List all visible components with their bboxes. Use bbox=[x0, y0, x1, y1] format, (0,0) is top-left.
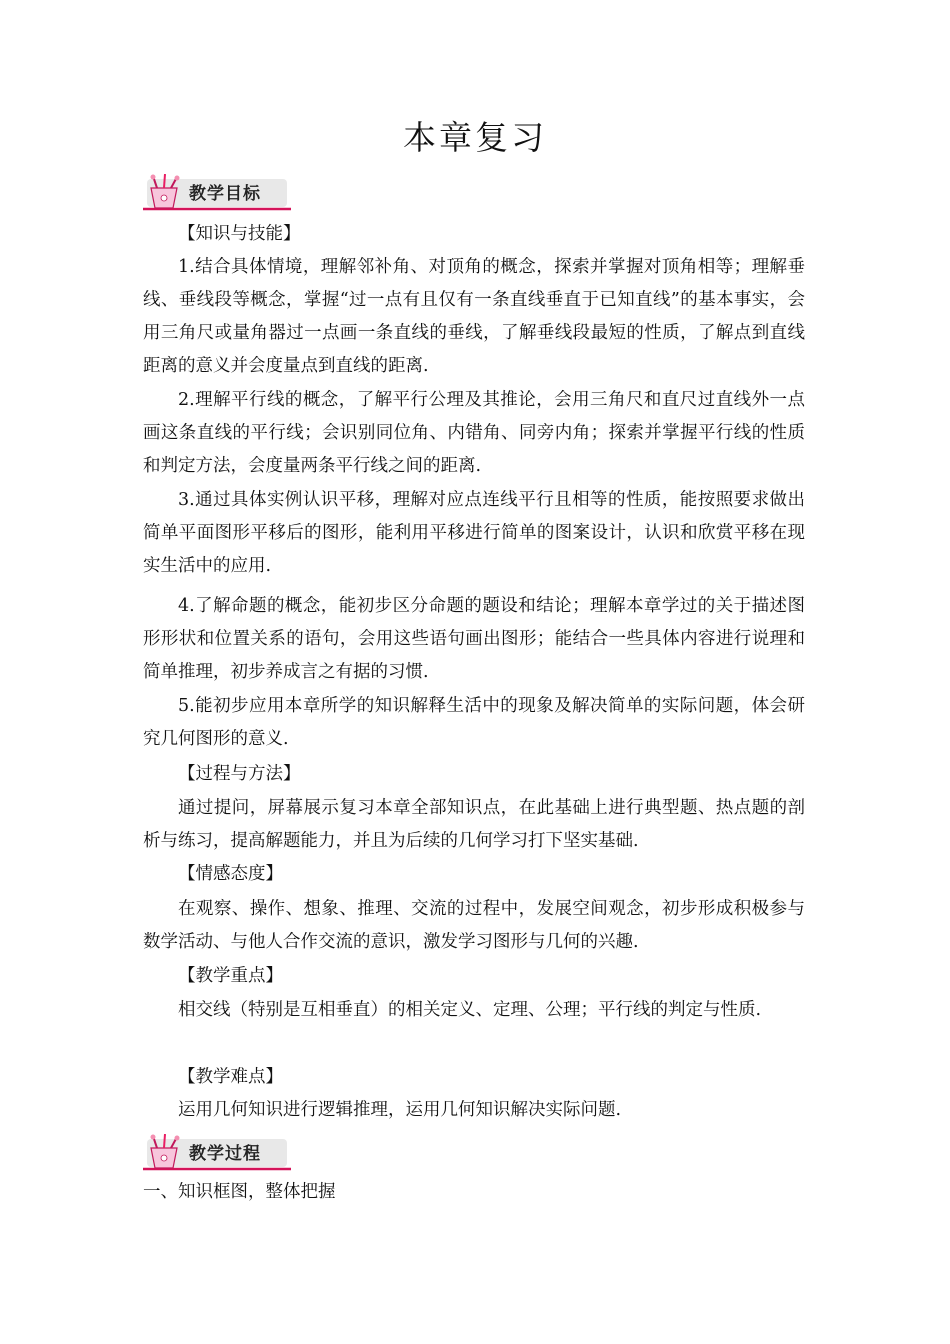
page-title: 本章复习 bbox=[403, 118, 547, 157]
process-heading: 【过程与方法】 bbox=[178, 764, 301, 784]
section-badge-goals bbox=[143, 174, 293, 214]
knowledge-item-5: 5.能初步应用本章所学的知识解释生活中的现象及解决简单的实际问题，体会研究几何图形的意义. bbox=[143, 696, 805, 749]
knowledge-heading: 【知识与技能】 bbox=[178, 224, 301, 244]
section-badge-process bbox=[143, 1134, 293, 1174]
knowledge-item-4: 4.了解命题的概念，能初步区分命题的题设和结论；理解本章学过的关于描述图形形状和位置关系的语句，会用这些语句画出图形；能结合一些具体内容进行说理和简单推理，初步养成言之有据的习惯. bbox=[143, 596, 805, 682]
difficulty-heading: 【教学难点】 bbox=[178, 1067, 283, 1087]
knowledge-item-1: 1.结合具体情境，理解邻补角、对顶角的概念，探索并掌握对顶角相等；理解垂线、垂线段等概念，掌握“过一点有且仅有一条直线垂直于已知直线”的基本事实，会用三角尺或量角器过一点画一条直线的垂线，了解垂线段最短的性质，了解点到直线距离的意义并会度量点到直线的距离. bbox=[143, 257, 805, 376]
emotion-heading: 【情感态度】 bbox=[178, 864, 283, 884]
process-text: 通过提问，屏幕展示复习本章全部知识点，在此基础上进行典型题、热点题的剖析与练习，提高解题能力，并且为后续的几何学习打下坚实基础. bbox=[143, 798, 805, 851]
difficulty-text: 运用几何知识进行逻辑推理，运用几何知识解决实际问题. bbox=[178, 1100, 622, 1120]
knowledge-item-2: 2.理解平行线的概念，了解平行公理及其推论，会用三角尺和直尺过直线外一点画这条直线的平行线；会识别同位角、内错角、同旁内角；探索并掌握平行线的性质和判定方法，会度量两条平行线之间的距离. bbox=[143, 390, 805, 476]
emotion-text: 在观察、操作、想象、推理、交流的过程中，发展空间观念，初步形成积极参与数学活动、与他人合作交流的意识，激发学习图形与几何的兴趣. bbox=[143, 899, 805, 952]
key-heading: 【教学重点】 bbox=[178, 966, 283, 986]
badge-label-goals: 教学目标 bbox=[189, 184, 261, 204]
key-text: 相交线（特别是互相垂直）的相关定义、定理、公理；平行线的判定与性质. bbox=[178, 1000, 762, 1020]
knowledge-item-3: 3.通过具体实例认识平移，理解对应点连线平行且相等的性质，能按照要求做出简单平面图形平移后的图形，能利用平移进行简单的图案设计，认识和欣赏平移在现实生活中的应用. bbox=[143, 490, 805, 576]
step-1-heading: 一、知识框图，整体把握 bbox=[143, 1182, 336, 1202]
badge-label-process: 教学过程 bbox=[189, 1144, 261, 1164]
